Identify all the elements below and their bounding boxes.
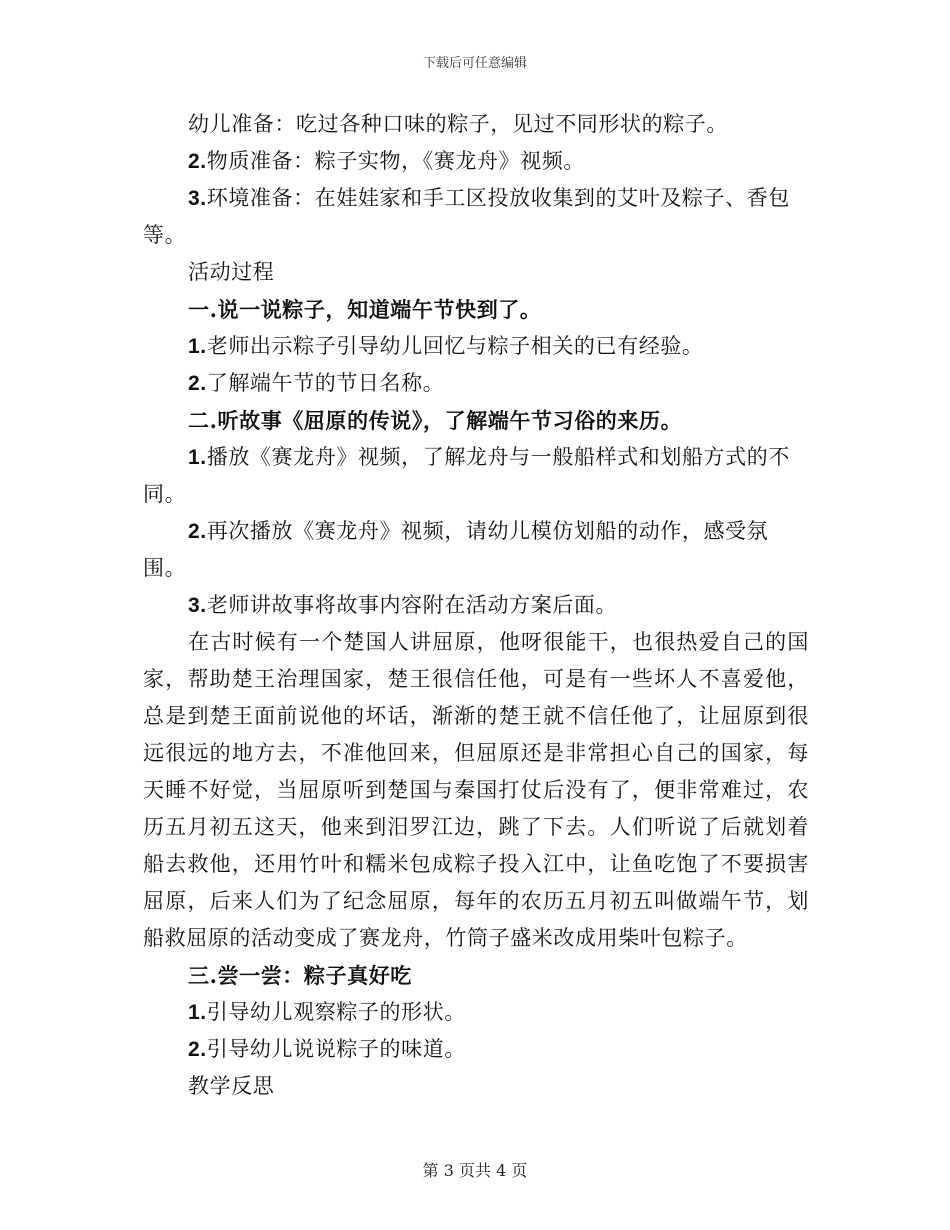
paragraph-step-three-item-1 [143, 994, 809, 1031]
paragraph-step-one-item-2 [143, 365, 809, 402]
list-number: 1. [188, 446, 207, 469]
paragraph-text: 老师出示粽子引导幼儿回忆与粽子相关的已有经验。 [206, 334, 704, 358]
heading-step-two: 二.听故事《屈原的传说》，了解端午节习俗的来历。 [188, 408, 683, 433]
paragraph-step-two-item-2 [143, 513, 809, 587]
list-number: 3. [188, 187, 207, 210]
paragraph-step-three-item-2 [143, 1031, 809, 1068]
section-label-teaching-reflection: 教学反思 [188, 1074, 275, 1098]
paragraph-step-two-item-3 [143, 587, 809, 624]
list-number: 1. [188, 335, 207, 358]
paragraph-text: 再次播放《赛龙舟》视频，请幼儿模仿划船的动作，感受氛围。 [143, 519, 769, 580]
section-label-activity-process: 活动过程 [188, 260, 275, 284]
list-number: 3. [188, 594, 207, 617]
list-number: 2. [188, 372, 207, 395]
paragraph-step-two-item-1 [143, 439, 809, 513]
heading-step-one: 一.说一说粽子，知道端午节快到了。 [188, 297, 542, 322]
paragraph-text: 引导幼儿说说粽子的味道。 [206, 1037, 466, 1061]
paragraph-material-preparation [143, 143, 809, 180]
paragraph-text: 物质准备：粽子实物，《赛龙舟》视频。 [206, 149, 586, 173]
paragraph-text: 老师讲故事将故事内容附在活动方案后面。 [206, 593, 618, 617]
list-number: 2. [188, 150, 207, 173]
paragraph-story: 在古时候有一个楚国人讲屈原，他呀很能干，也很热爱自己的国家，帮助楚王治理国家，楚王很信任他，可是有一些坏人不喜爱他，总是到楚王面前说他的坏话，渐渐的楚王就不信任他了，让屈原到很远很远的地方去，不准他回来，但屈原还是非常担心自己的国家，每天睡不好觉，当屈原听到楚国与秦国打仗后没有了，便非常难过，农历五月初五这天，他来到汨罗江边，跳了下去。人们听说了后就划着船去救他，还用竹叶和糯米包成粽子投入江中，让鱼吃饱了不要损害屈原，后来人们为了纪念屈原，每年的农历五月初五叫做端午节，划船救屈原的活动变成了赛龙舟，竹筒子盛米改成用柴叶包粽子。 [143, 630, 809, 950]
heading-step-three: 三.尝一尝：粽子真好吃 [188, 963, 412, 988]
paragraph-step-one-item-1 [143, 328, 809, 365]
paragraph-environment-preparation [143, 180, 809, 254]
paragraph-text: 播放《赛龙舟》视频，了解龙舟与一般船样式和划船方式的不同。 [143, 445, 790, 506]
list-number: 2. [188, 1038, 207, 1061]
document-body [143, 106, 809, 1105]
paragraph-text: 环境准备：在娃娃家和手工区投放收集到的艾叶及粽子、香包等。 [143, 186, 790, 247]
list-number: 1. [188, 1001, 207, 1024]
list-number: 2. [188, 520, 207, 543]
paragraph-child-preparation: 幼儿准备：吃过各种口味的粽子，见过不同形状的粽子。 [188, 112, 728, 136]
paragraph-text: 了解端午节的节日名称。 [206, 371, 445, 395]
paragraph-text: 引导幼儿观察粽子的形状。 [206, 1000, 466, 1024]
page-footer: 第 3 页共 4 页 [422, 1161, 528, 1180]
page-header: 下载后可任意编辑 [422, 56, 527, 71]
